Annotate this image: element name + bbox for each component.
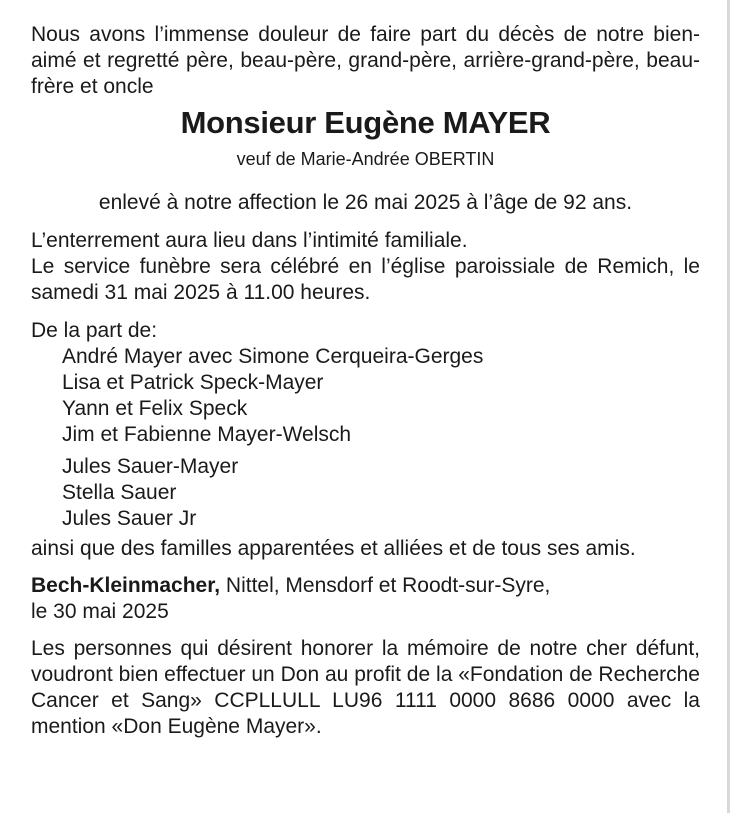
place-rest: Nittel, Mensdorf et Roodt-sur-Syre, xyxy=(220,574,551,597)
intro-paragraph: Nous avons l’immense douleur de faire part du décès de notre bien-aimé et regretté père, beau-père, grand-père, arrière-grand-père, beau-frère et oncle xyxy=(31,23,700,98)
signer-item: Lisa et Patrick Speck-Mayer xyxy=(62,371,324,394)
signer-item: Jules Sauer Jr xyxy=(62,507,197,530)
burial-line: L’enterrement aura lieu dans l’intimité familiale. xyxy=(31,229,468,252)
service-paragraph: Le service funèbre sera célébré en l’église paroissiale de Remich, le samedi 31 mai 2025 à 11.00 heures. xyxy=(31,255,700,304)
passing-line: enlevé à notre affection le 26 mai 2025 à l’âge de 92 ans. xyxy=(98,191,633,214)
signers-list xyxy=(31,344,700,532)
signers-label: De la part de: xyxy=(31,319,158,342)
signer-item: André Mayer avec Simone Cerqueira-Gerges xyxy=(62,345,484,368)
place-bold: Bech-Kleinmacher, xyxy=(31,574,221,597)
place-date-block xyxy=(31,573,700,625)
place-line xyxy=(31,573,700,599)
donation-paragraph: Les personnes qui désirent honorer la mémoire de notre cher défunt, voudront bien effectuer un Don au profit de la «Fondation de Recherche Cancer et Sang» CCPLLULL LU96 1111 0000 8686 0000 avec la mention «Don Eugène Mayer». xyxy=(31,637,700,738)
signer-item: Stella Sauer xyxy=(62,481,177,504)
signer-item: Jim et Fabienne Mayer-Welsch xyxy=(62,423,352,446)
widow-of-line: veuf de Marie-Andrée OBERTIN xyxy=(236,149,495,169)
signer-item: Jules Sauer-Mayer xyxy=(62,455,239,478)
notice-date: le 30 mai 2025 xyxy=(31,600,169,623)
deceased-name: Monsieur Eugène MAYER xyxy=(180,105,551,140)
families-paragraph: ainsi que des familles apparentées et alliées et de tous ses amis. xyxy=(31,537,636,560)
signer-item: Yann et Felix Speck xyxy=(62,397,248,420)
ceremony-block xyxy=(31,228,700,306)
